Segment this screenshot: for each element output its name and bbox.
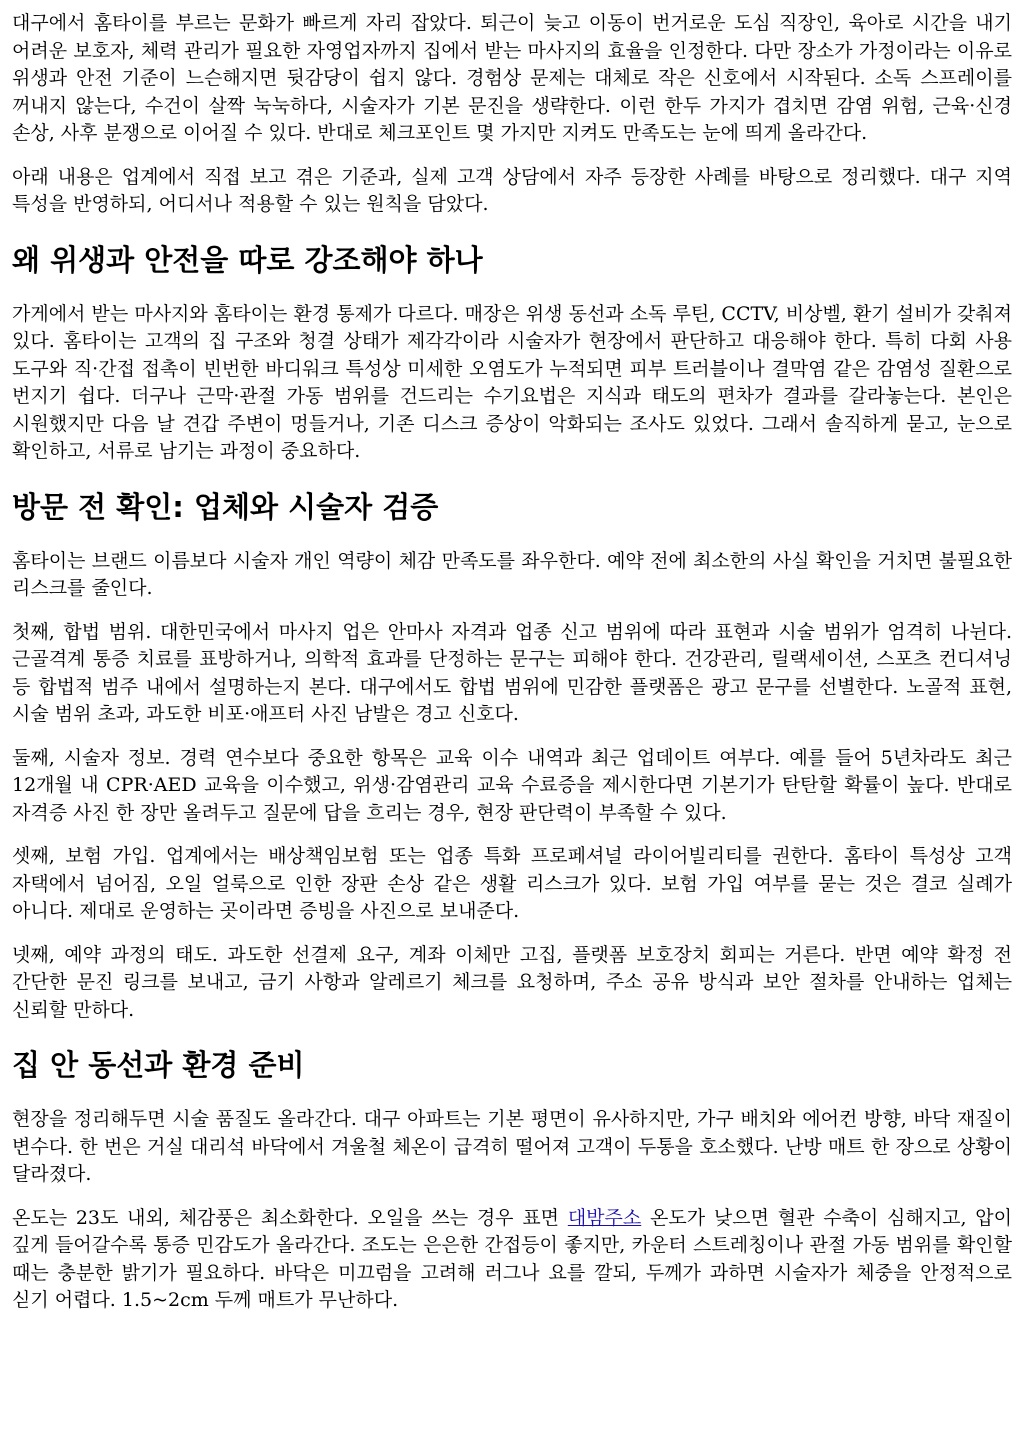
section-heading-hygiene-safety: 왜 위생과 안전을 따로 강조해야 하나 [12,242,483,277]
section3-paragraph-2 [12,1205,1012,1315]
article [12,10,1012,1315]
section-heading-pre-visit-check: 방문 전 확인: 업체와 시술자 검증 [12,489,439,524]
intro-paragraph-2: 아래 내용은 업계에서 직접 보고 겪은 기준과, 실제 고객 상담에서 자주 등장한 사례를 바탕으로 정리했다. 대구 지역 특성을 반영하되, 어디서나 적용할 수 있는 원칙을 담았다. [12,165,1012,215]
section2-paragraph-3: 둘째, 시술자 정보. 경력 연수보다 중요한 항목은 교육 이수 내역과 최근 업데이트 여부다. 예를 들어 5년차라도 최근 12개월 내 CPR·AED 교육을 이수했고, 위생·감염관리 교육 수료증을 제시한다면 기본기가 탄탄할 확률이 높다. 반대로 자격증 사진 한 장만 올려두고 질문에 답을 흐리는 경우, 현장 판단력이 부족할 수 있다. [12,746,1012,824]
section2-paragraph-4: 셋째, 보험 가입. 업계에서는 배상책임보험 또는 업종 특화 프로페셔널 라이어빌리티를 권한다. 홈타이 특성상 고객 자택에서 넘어짐, 오일 얼룩으로 인한 장판 손상 같은 생활 리스크가 있다. 보험 가입 여부를 묻는 것은 결코 실례가 아니다. 제대로 운영하는 곳이라면 증빙을 사진으로 보내준다. [12,845,1012,922]
daebam-link[interactable]: 대밤주소 [567,1206,642,1229]
section3-paragraph-2-after: 온도가 낮으면 혈관 수축이 심해지고, 압이 깊게 들어갈수록 통증 민감도가 올라간다. 조도는 은은한 간접등이 좋지만, 카운터 스트레칭이나 관절 가동 범위를 확인할 때는 충분한 밝기가 필요하다. 바닥은 미끄럼을 고려해 러그나 요를 깔되, 두께가 과하면 시술자가 체중을 안정적으로 싣기 어렵다. 1.5~2cm 두께 매트가 무난하다. [12,1206,1012,1311]
section2-paragraph-1: 홈타이는 브랜드 이름보다 시술자 개인 역량이 체감 만족도를 좌우한다. 예약 전에 최소한의 사실 확인을 거치면 불필요한 리스크를 줄인다. [12,549,1012,599]
section3-paragraph-2-before: 온도는 23도 내외, 체감풍은 최소화한다. 오일을 쓰는 경우 표면 [12,1206,568,1229]
intro-paragraph-1: 대구에서 홈타이를 부르는 문화가 빠르게 자리 잡았다. 퇴근이 늦고 이동이 번거로운 도심 직장인, 육아로 시간을 내기 어려운 보호자, 체력 관리가 필요한 자영업자까지 집에서 받는 마사지의 효율을 인정한다. 다만 장소가 가정이라는 이유로 위생과 안전 기준이 느슨해지면 뒷감당이 쉽지 않다. 경험상 문제는 대체로 작은 신호에서 시작된다. 소독 스프레이를 꺼내지 않는다, 수건이 살짝 눅눅하다, 시술자가 기본 문진을 생략한다. 이런 한두 가지가 겹치면 감염 위험, 근육·신경 손상, 사후 분쟁으로 이어질 수 있다. 반대로 체크포인트 몇 가지만 지켜도 만족도는 눈에 띄게 올라간다. [12,12,1012,144]
section-heading-home-environment: 집 안 동선과 환경 준비 [12,1048,305,1082]
section1-paragraph-1: 가게에서 받는 마사지와 홈타이는 환경 통제가 다르다. 매장은 위생 동선과 소독 루틴, CCTV, 비상벨, 환기 설비가 갖춰져 있다. 홈타이는 고객의 집 구조와 청결 상태가 제각각이라 시술자가 현장에서 판단하고 대응해야 한다. 특히 다회 사용 도구와 직·간접 접촉이 빈번한 바디워크 특성상 미세한 오염도가 누적되면 피부 트러블이나 결막염 같은 감염성 질환으로 번지기 쉽다. 더구나 근막·관절 가동 범위를 건드리는 수기요법은 지식과 태도의 편차가 결과를 갈라놓는다. 본인은 시원했지만 다음 날 견갑 주변이 멍들거나, 기존 디스크 증상이 악화되는 조사도 있었다. 그래서 솔직하게 묻고, 눈으로 확인하고, 서류로 남기는 과정이 중요하다. [12,302,1012,462]
section2-paragraph-2: 첫째, 합법 범위. 대한민국에서 마사지 업은 안마사 자격과 업종 신고 범위에 따라 표현과 시술 범위가 엄격히 나뉜다. 근골격계 통증 치료를 표방하거나, 의학적 효과를 단정하는 문구는 피해야 한다. 건강관리, 릴랙세이션, 스포츠 컨디셔닝 등 합법적 범주 내에서 설명하는지 본다. 대구에서도 합법 범위에 민감한 플랫폼은 광고 문구를 선별한다. 노골적 표현, 시술 범위 초과, 과도한 비포·애프터 사진 남발은 경고 신호다. [12,620,1012,725]
section2-paragraph-5: 넷째, 예약 과정의 태도. 과도한 선결제 요구, 계좌 이체만 고집, 플랫폼 보호장치 회피는 거른다. 반면 예약 확정 전 간단한 문진 링크를 보내고, 금기 사항과 알레르기 체크를 요청하며, 주소 공유 방식과 보안 절차를 안내하는 업체는 신뢰할 만하다. [12,943,1012,1021]
section3-paragraph-1: 현장을 정리해두면 시술 품질도 올라간다. 대구 아파트는 기본 평면이 유사하지만, 가구 배치와 에어컨 방향, 바닥 재질이 변수다. 한 번은 거실 대리석 바닥에서 겨울철 체온이 급격히 떨어져 고객이 두통을 호소했다. 난방 매트 한 장으로 상황이 달라졌다. [12,1108,1012,1185]
